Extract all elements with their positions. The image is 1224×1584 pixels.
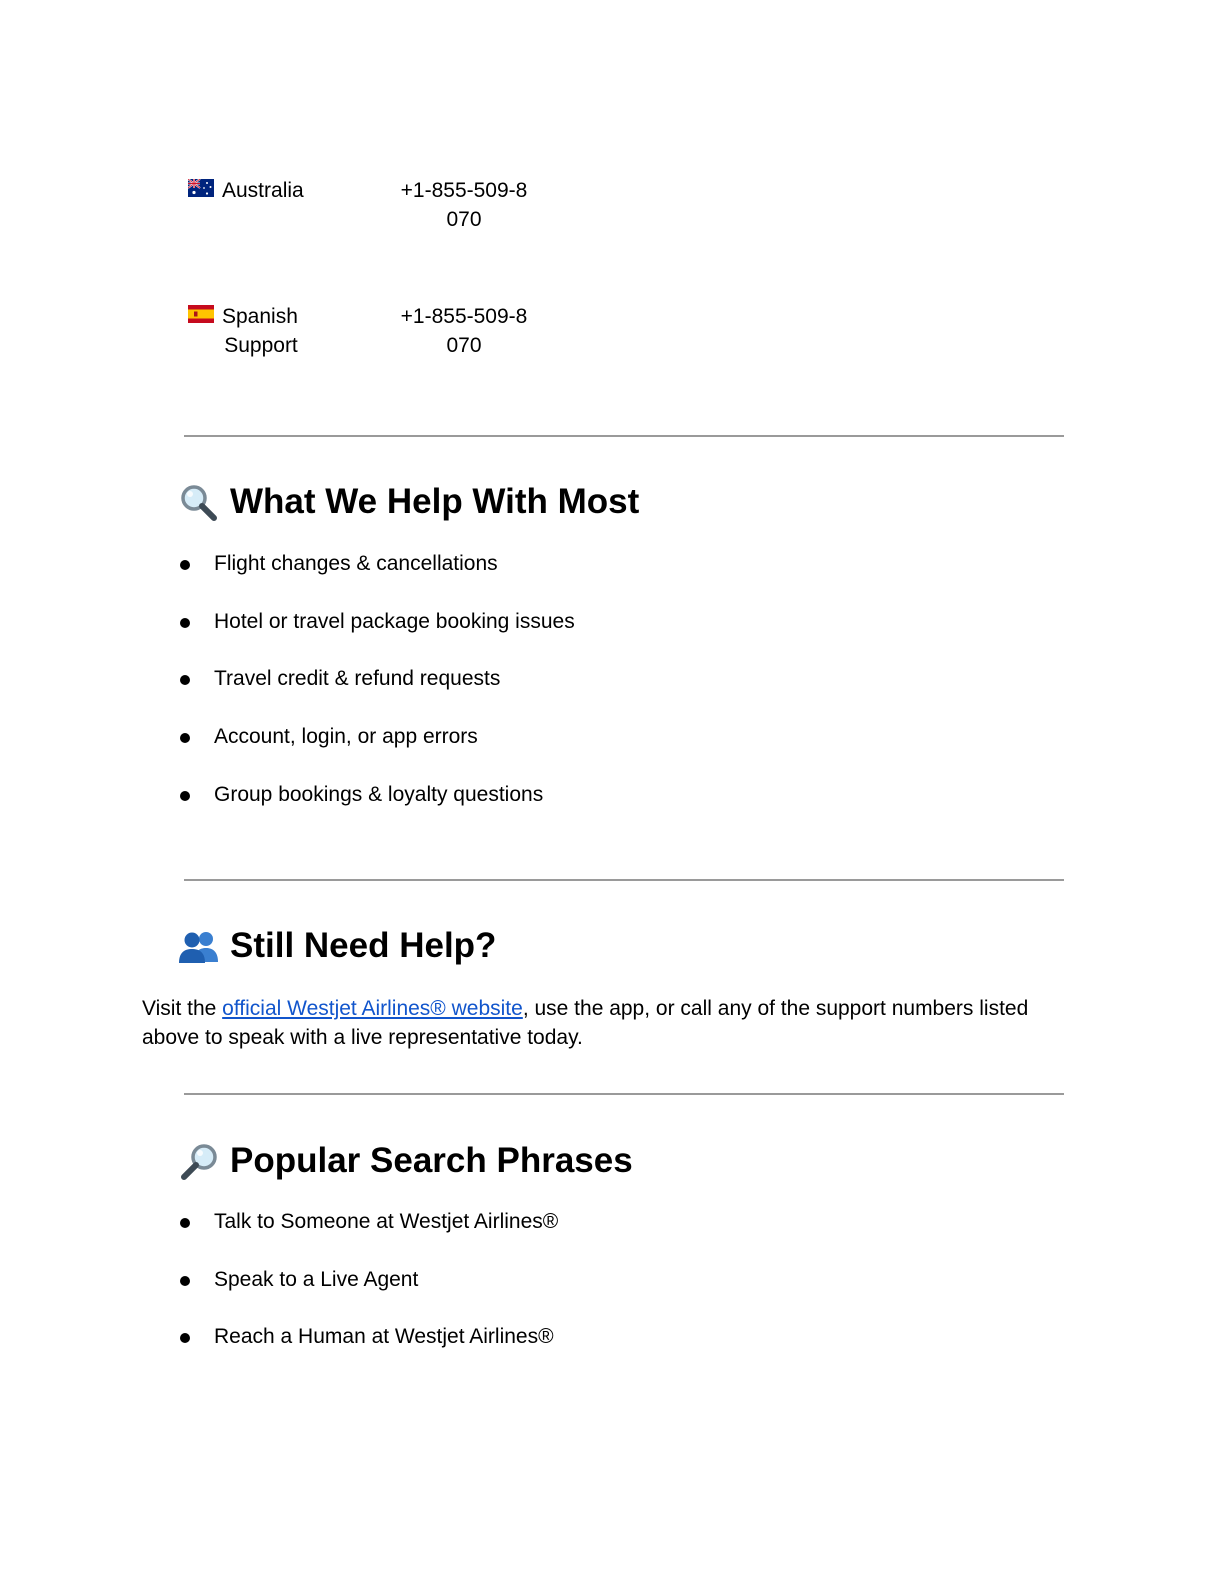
search-section-heading: Popular Search Phrases	[230, 1141, 633, 1180]
contact-phone-line2: 070	[446, 334, 482, 357]
still-help-section-heading: Still Need Help?	[230, 926, 497, 965]
list-item-text: Speak to a Live Agent	[214, 1267, 419, 1291]
contact-phone-line1: +1-855-509-8	[400, 179, 528, 202]
list-item-text: Hotel or travel package booking issues	[214, 609, 575, 633]
magnifier-left-icon	[178, 482, 220, 522]
spain-flag-icon	[188, 305, 214, 323]
contact-phone-line2: 070	[446, 208, 482, 231]
australia-flag-icon	[188, 179, 214, 197]
magnifier-right-icon	[178, 1141, 220, 1181]
list-item-text: Account, login, or app errors	[214, 725, 478, 749]
paragraph-text-after: , use the app, or call any of the support numbers listed above to speak with a live representative today.	[142, 997, 1029, 1049]
contact-region	[222, 302, 342, 360]
search-section-title	[178, 1139, 633, 1183]
contact-region-line1: Australia	[222, 179, 304, 202]
help-section-title	[178, 480, 639, 524]
contact-phone	[394, 302, 534, 360]
section-divider	[184, 435, 1064, 437]
contact-row-australia	[188, 176, 588, 246]
list-item-text: Flight changes & cancellations	[214, 552, 498, 575]
contact-region	[222, 176, 342, 205]
help-section-heading: What We Help With Most	[230, 482, 640, 521]
contact-phone	[394, 176, 534, 234]
paragraph-text-before: Visit the	[142, 997, 223, 1020]
still-help-section-title	[178, 924, 496, 968]
still-help-paragraph	[142, 994, 1072, 1052]
contact-region-line1: Spanish	[222, 305, 298, 328]
section-divider	[184, 879, 1064, 881]
people-icon	[178, 926, 220, 966]
contact-phone-line1: +1-855-509-8	[400, 305, 528, 328]
contact-row-spanish-support	[188, 302, 588, 372]
list-item-text: Group bookings & loyalty questions	[214, 782, 544, 806]
official-website-link[interactable]: official Westjet Airlines® website	[222, 997, 523, 1020]
list-item-text: Reach a Human at Westjet Airlines®	[214, 1325, 554, 1349]
list-item-text: Talk to Someone at Westjet Airlines®	[214, 1210, 559, 1233]
section-divider	[184, 1093, 1064, 1095]
list-item-text: Travel credit & refund requests	[214, 667, 501, 691]
contact-region-line2: Support	[224, 334, 298, 357]
